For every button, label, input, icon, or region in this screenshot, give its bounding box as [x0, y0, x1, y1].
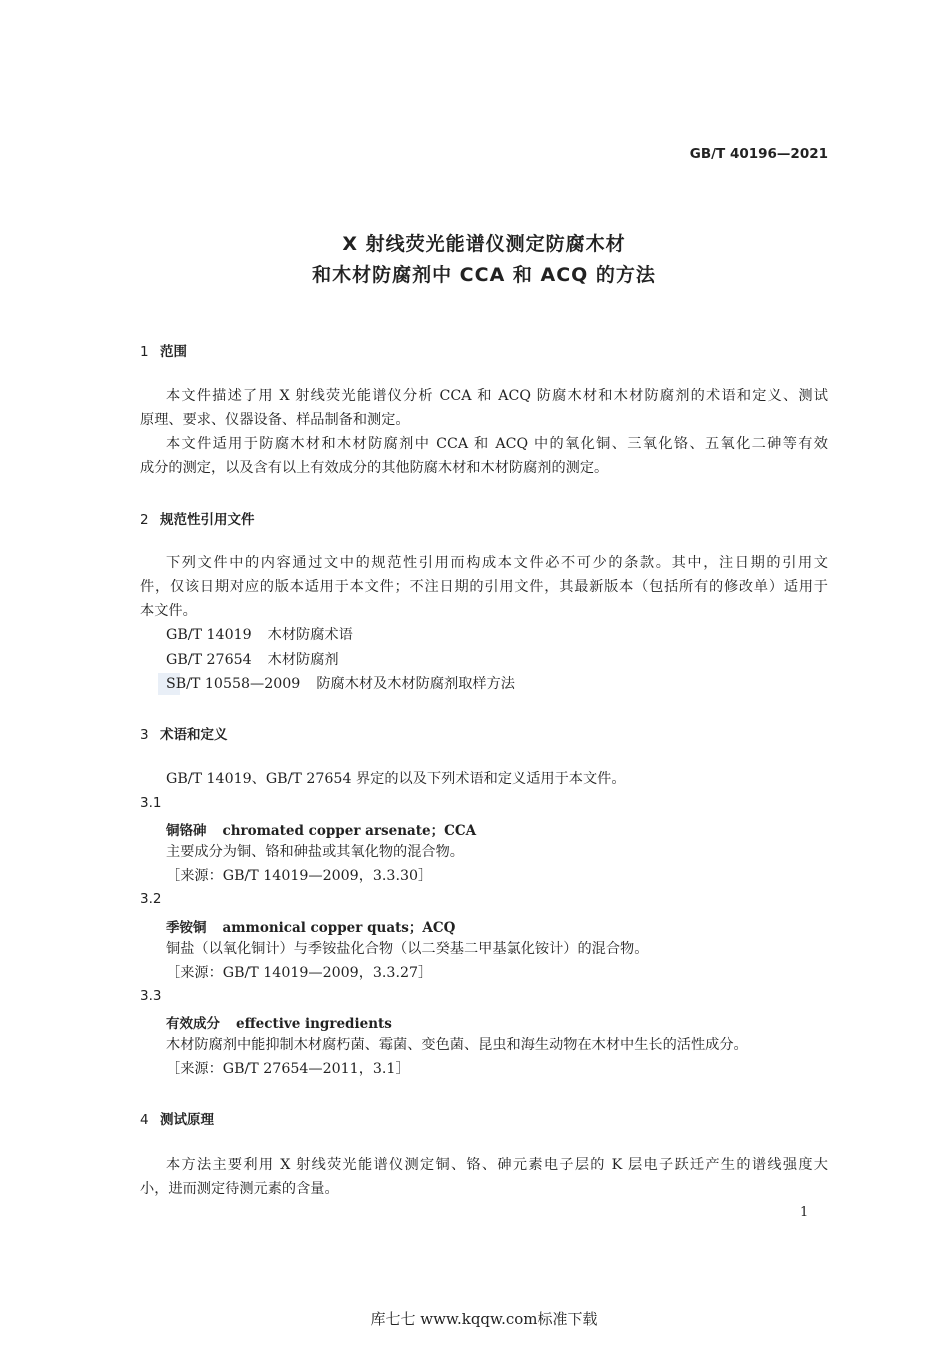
term-zh: 有效成分	[166, 1016, 220, 1032]
section-heading-normative-references	[140, 508, 255, 528]
section-title: 术语和定义	[160, 727, 228, 743]
section-number: 3	[140, 727, 149, 743]
reference-title: 木材防腐术语	[267, 627, 353, 643]
term-en: ammonical copper quats；ACQ	[222, 920, 456, 936]
reference-item	[166, 675, 515, 693]
reference-item	[166, 626, 353, 644]
paragraph-line: 本方法主要利用 X 射线荧光能谱仪测定铜、铬、砷元素电子层的 K 层电子跃迁产生的谱线强度大	[166, 1157, 828, 1173]
term-definition: 铜盐（以氧化铜计）与季铵盐化合物（以二癸基二甲基氯化铵计）的混合物。	[166, 941, 649, 957]
term-source: ［来源：GB/T 14019—2009，3.3.27］	[166, 965, 433, 981]
term-heading	[166, 1012, 392, 1032]
term-zh: 季铵铜	[166, 920, 207, 936]
section-number: 2	[140, 512, 149, 528]
reference-code: GB/T 27654	[166, 652, 252, 668]
paragraph-line: 小，进而测定待测元素的含量。	[140, 1181, 339, 1197]
section-title: 范围	[160, 344, 187, 360]
section-title: 规范性引用文件	[160, 512, 255, 528]
section-title: 测试原理	[160, 1112, 214, 1128]
reference-title: 防腐木材及木材防腐剂取样方法	[316, 676, 515, 692]
terms-intro: GB/T 14019、GB/T 27654 界定的以及下列术语和定义适用于本文件。	[166, 771, 626, 787]
standard-number: GB/T 40196—2021	[689, 146, 828, 162]
section-heading-test-principle	[140, 1108, 214, 1128]
term-en: effective ingredients	[236, 1016, 392, 1032]
title-line-1: X 射线荧光能谱仪测定防腐木材	[342, 233, 626, 255]
reference-title: 木材防腐剂	[267, 652, 339, 668]
page-number: 1	[800, 1205, 809, 1220]
term-source: ［来源：GB/T 14019—2009，3.3.30］	[166, 868, 433, 884]
term-zh: 铜铬砷	[166, 823, 207, 839]
term-en: chromated copper arsenate；CCA	[222, 823, 477, 839]
section-heading-terms	[140, 723, 228, 743]
clause-number: 3.1	[140, 795, 162, 811]
section-heading-scope	[140, 340, 187, 360]
paragraph-line: 原理、要求、仪器设备、样品制备和测定。	[140, 412, 410, 428]
term-heading	[166, 916, 455, 936]
term-heading	[166, 819, 476, 839]
paragraph-line: 本文件。	[140, 603, 197, 619]
reference-item	[166, 651, 339, 669]
paragraph-line: 下列文件中的内容通过文中的规范性引用而构成本文件必不可少的条款。其中，注日期的引用文	[166, 555, 828, 571]
clause-number: 3.2	[140, 891, 162, 907]
section-number: 4	[140, 1112, 149, 1128]
term-definition: 主要成分为铜、铬和砷盐或其氧化物的混合物。	[166, 844, 464, 860]
paragraph-line: 本文件适用于防腐木材和木材防腐剂中 CCA 和 ACQ 中的氧化铜、三氧化铬、五氧化二砷等有效	[166, 436, 828, 452]
reference-code: GB/T 14019	[166, 627, 252, 643]
paragraph-line: 本文件描述了用 X 射线荧光能谱仪分析 CCA 和 ACQ 防腐木材和木材防腐剂的术语和定义、测试	[166, 388, 828, 404]
term-source: ［来源：GB/T 27654—2011，3.1］	[166, 1061, 410, 1077]
title-line-2: 和木材防腐剂中 CCA 和 ACQ 的方法	[312, 264, 656, 286]
footer-watermark: 库七七 www.kqqw.com标准下载	[370, 1310, 598, 1328]
clause-number: 3.3	[140, 988, 162, 1004]
section-number: 1	[140, 344, 149, 360]
term-definition: 木材防腐剂中能抑制木材腐朽菌、霉菌、变色菌、昆虫和海生动物在木材中生长的活性成分。	[166, 1037, 748, 1053]
paragraph-line: 件，仅该日期对应的版本适用于本文件；不注日期的引用文件，其最新版本（包括所有的修改单）适用于	[140, 579, 828, 595]
paragraph-line: 成分的测定，以及含有以上有效成分的其他防腐木材和木材防腐剂的测定。	[140, 460, 609, 476]
reference-code: SB/T 10558—2009	[166, 676, 301, 692]
